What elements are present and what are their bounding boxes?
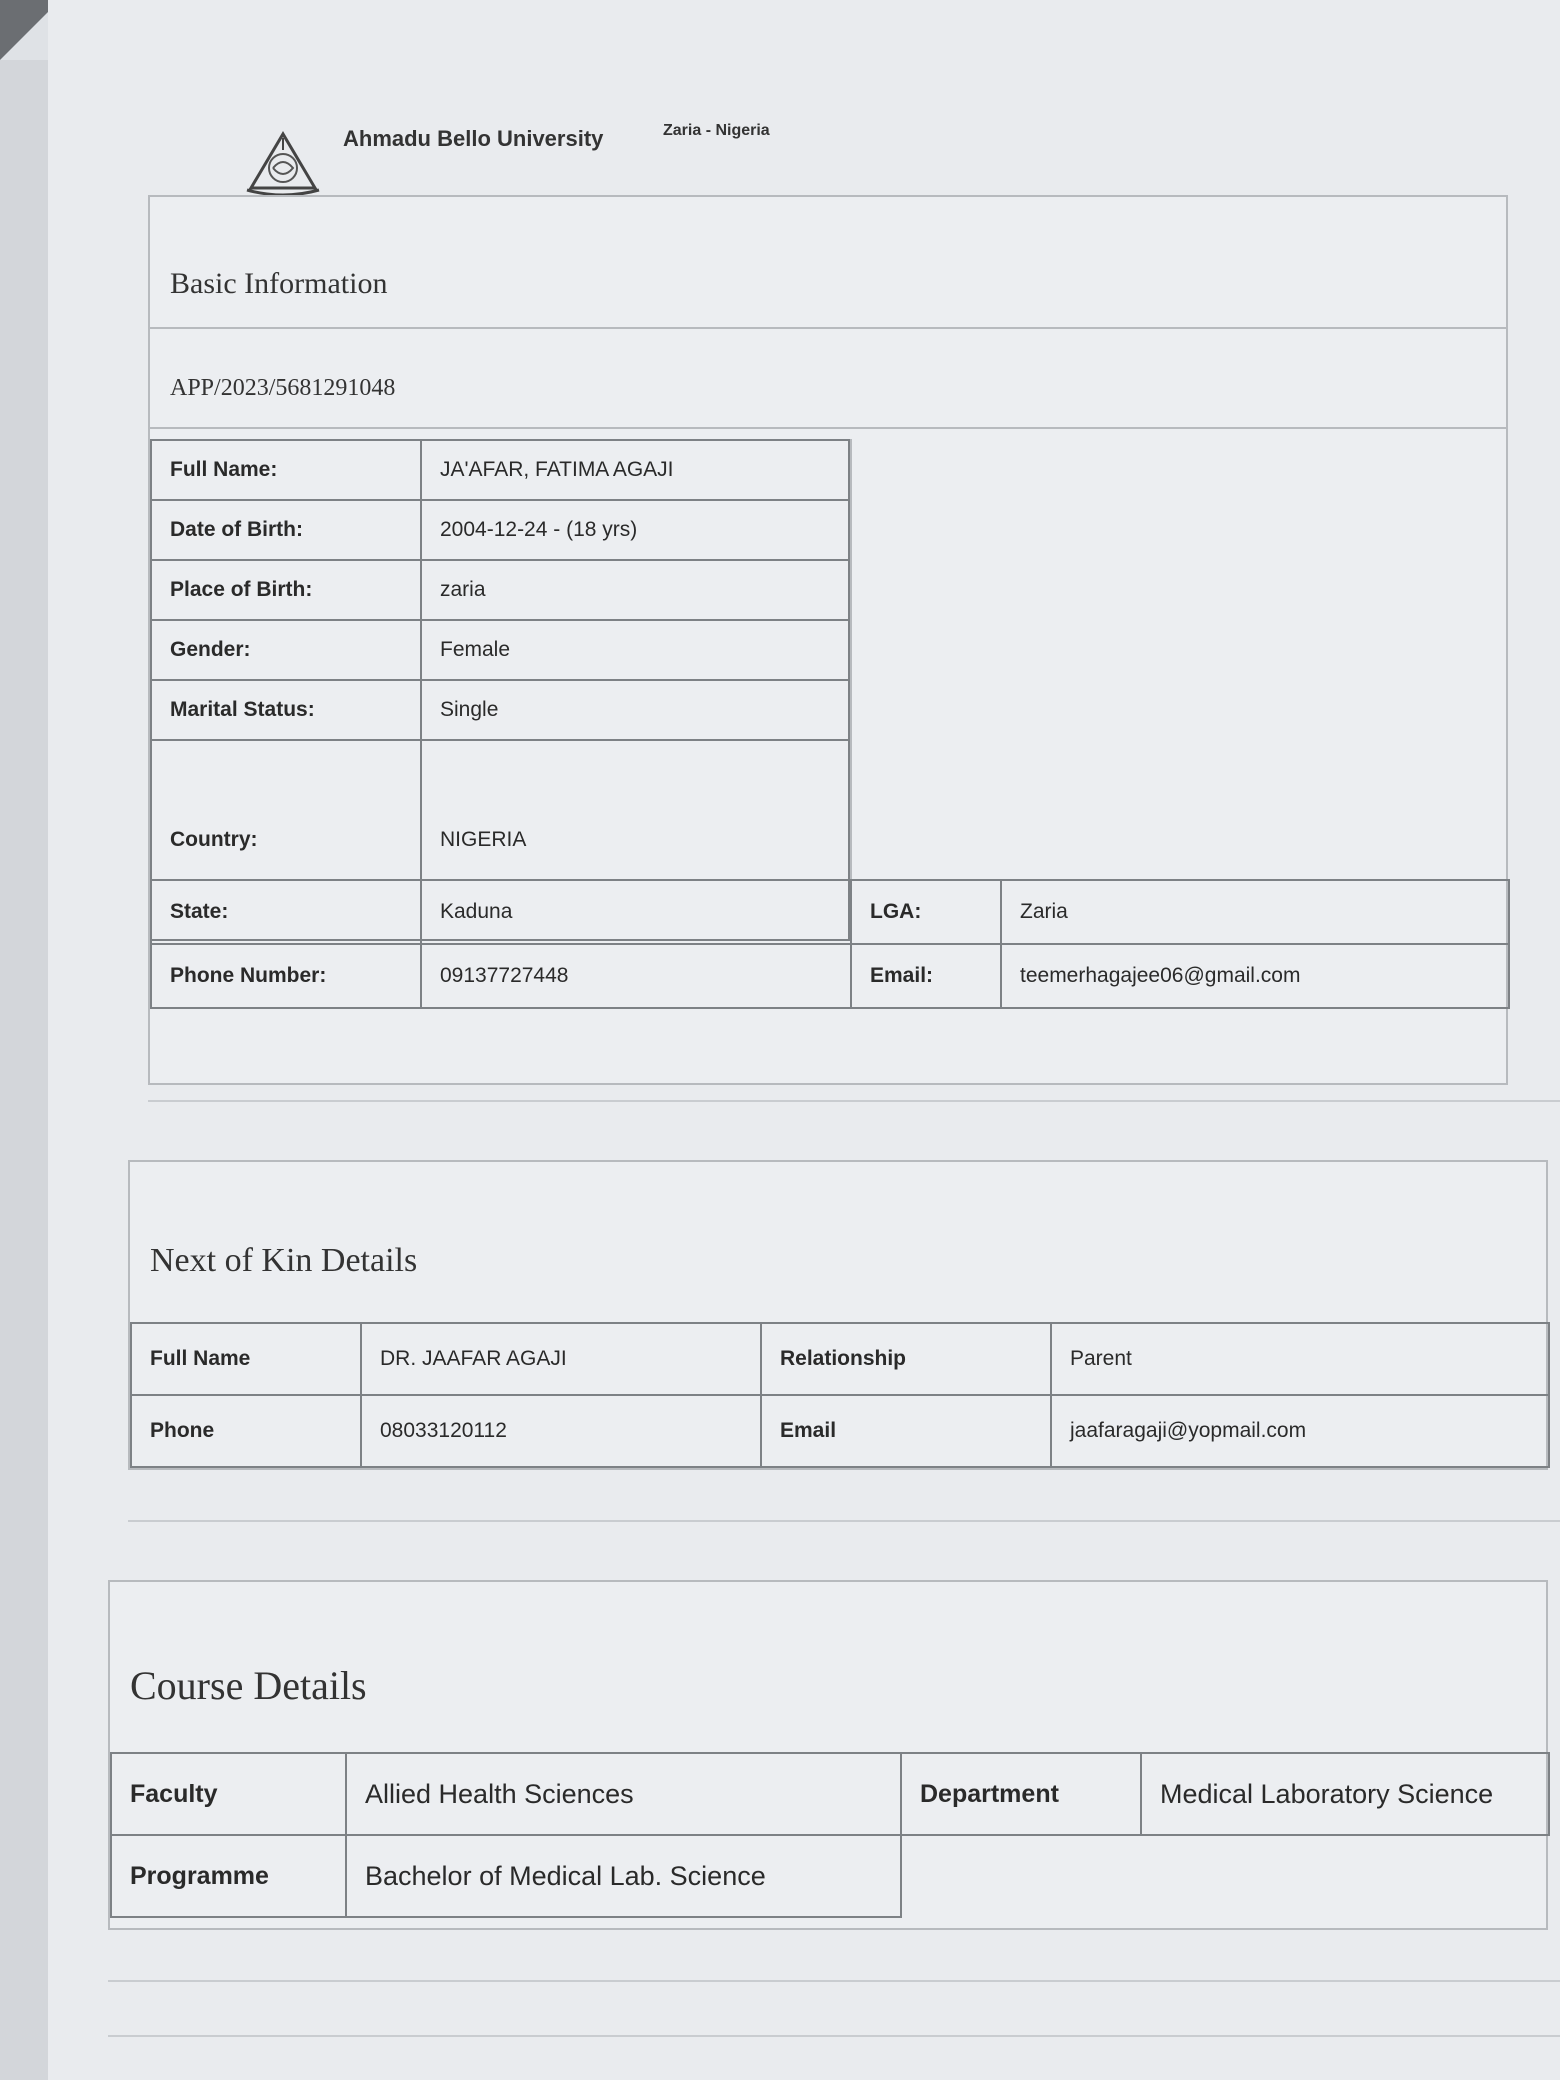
phone-number-value: 09137727448 [421,944,851,1008]
pob-label: Place of Birth: [151,560,421,620]
divider [108,2035,1560,2037]
next-of-kin-table [130,1322,1550,1468]
relationship-label: Relationship [761,1323,1051,1395]
department-value: Medical Laboratory Science [1141,1753,1549,1835]
gender-label: Gender: [151,620,421,680]
contact-table [150,879,1510,1009]
university-crest-icon [243,128,323,198]
relationship-value: Parent [1051,1323,1549,1395]
table-row [131,1395,1549,1467]
divider [150,327,1506,329]
full-name-label: Full Name: [151,440,421,500]
kin-email-value: jaafaragaji@yopmail.com [1051,1395,1549,1467]
kin-email-label: Email [761,1395,1051,1467]
table-row [151,560,849,620]
gender-value: Female [421,620,849,680]
divider [128,1520,1560,1522]
basic-information-section [148,195,1508,1085]
table-row [151,680,849,740]
table-row [131,1323,1549,1395]
table-row [151,944,1509,1008]
faculty-value: Allied Health Sciences [346,1753,901,1835]
divider [150,427,1506,429]
document-page [48,0,1560,2080]
table-row [151,620,849,680]
email-label: Email: [851,944,1001,1008]
state-label: State: [151,880,421,944]
full-name-value: JA'AFAR, FATIMA AGAJI [421,440,849,500]
programme-value: Bachelor of Medical Lab. Science [346,1835,901,1917]
divider [108,1980,1560,1982]
kin-phone-value: 08033120112 [361,1395,761,1467]
email-value: teemerhagajee06@gmail.com [1001,944,1509,1008]
lga-label: LGA: [851,880,1001,944]
country-value: NIGERIA [421,740,849,940]
table-row [111,1835,1549,1917]
basic-info-table [150,439,850,941]
dob-value: 2004-12-24 - (18 yrs) [421,500,849,560]
application-number: APP/2023/5681291048 [170,375,396,401]
course-details-section [108,1580,1548,1930]
table-row [151,500,849,560]
kin-name-label: Full Name [131,1323,361,1395]
pob-value: zaria [421,560,849,620]
course-details-title: Course Details [130,1663,367,1708]
faculty-label: Faculty [111,1753,346,1835]
lga-value: Zaria [1001,880,1509,944]
kin-phone-label: Phone [131,1395,361,1467]
basic-information-title: Basic Information [170,267,388,300]
country-label: Country: [151,740,421,940]
phone-number-label: Phone Number: [151,944,421,1008]
programme-label: Programme [111,1835,346,1917]
marital-status-value: Single [421,680,849,740]
table-row [111,1753,1549,1835]
passport-photo-area [850,439,1508,879]
kin-name-value: DR. JAAFAR AGAJI [361,1323,761,1395]
empty-cell [901,1835,1549,1917]
table-row [151,880,1509,944]
background-edge [0,60,48,2080]
state-value: Kaduna [421,880,851,944]
marital-status-label: Marital Status: [151,680,421,740]
dob-label: Date of Birth: [151,500,421,560]
course-table [110,1752,1550,1918]
table-row [151,440,849,500]
next-of-kin-section [128,1160,1548,1470]
divider [148,1100,1560,1102]
next-of-kin-title: Next of Kin Details [150,1242,418,1279]
university-name: Ahmadu Bello University [343,126,604,151]
university-location: Zaria - Nigeria [663,122,770,139]
department-label: Department [901,1753,1141,1835]
